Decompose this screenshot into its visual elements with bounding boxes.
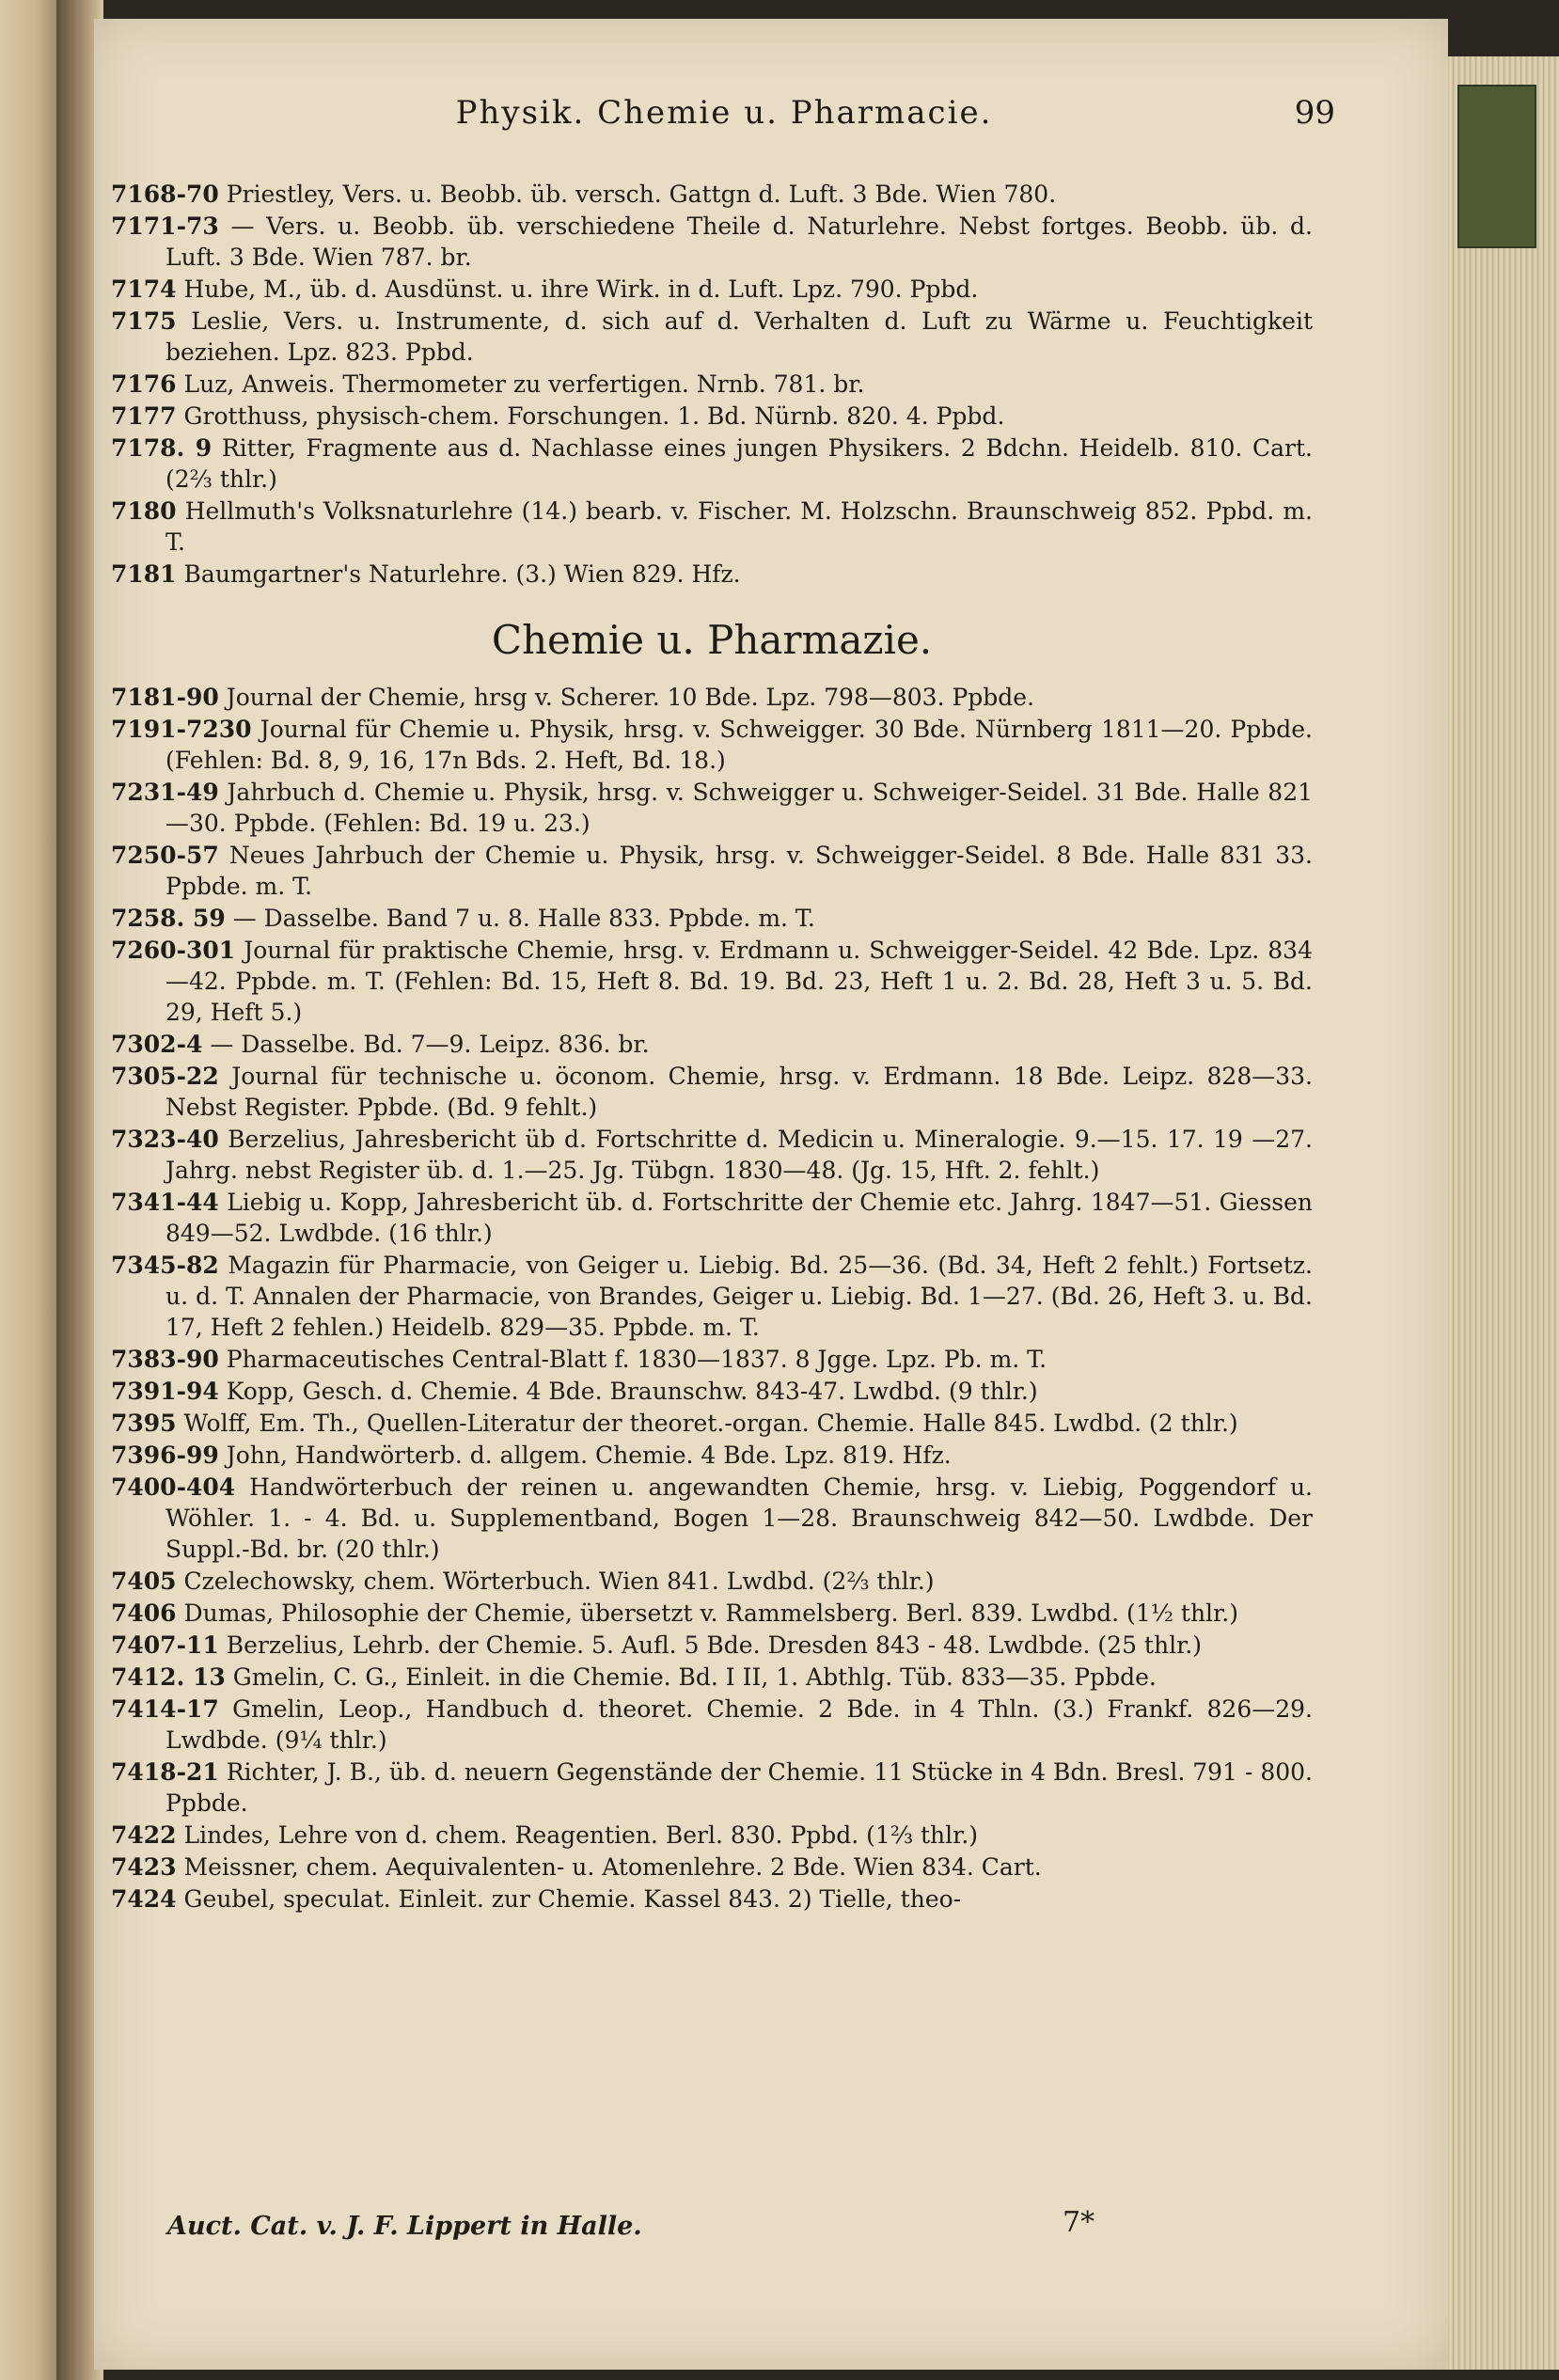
entry-description: Lindes, Lehre von d. chem. Reagentien. Berl. 830. Ppbd. (1⅔ thlr.) <box>183 1821 979 1849</box>
entry-description: Journal für technische u. öconom. Chemie, hrsg. v. Erdmann. 18 Bde. Leipz. 828—33. Nebst Register. Ppbde. (Bd. 9 fehlt.) <box>165 1063 1313 1121</box>
entry-description: Berzelius, Jahresbericht üb d. Fortschritte d. Medicin u. Mineralogie. 9.—15. 17. 19 —27. Jahrg. nebst Register üb. d. 1.—25. Jg. Tübgn. 1830—48. (Jg. 15, Hft. 2. fehlt.) <box>165 1126 1314 1184</box>
chemie-entry-list <box>111 682 1313 1915</box>
entry-number: 7174 <box>111 276 177 303</box>
entry-number: 7302-4 <box>111 1031 203 1058</box>
entry-number: 7383-90 <box>111 1346 219 1373</box>
catalog-entry <box>111 496 1313 558</box>
entry-description: Czelechowsky, chem. Wörterbuch. Wien 841. Lwdbd. (2⅔ thlr.) <box>183 1568 935 1595</box>
entry-number: 7250-57 <box>111 842 219 869</box>
entry-number: 7323-40 <box>111 1126 219 1153</box>
entry-description: Leslie, Vers. u. Instrumente, d. sich auf d. Verhalten d. Luft zu Wärme u. Feuchtigkeit beziehen. Lpz. 823. Ppbd. <box>165 307 1313 366</box>
catalog-entry <box>111 369 1313 400</box>
entry-description: Ritter, Fragmente aus d. Nachlasse eines jungen Physikers. 2 Bdchn. Heidelb. 810. Cart. (2⅔ thlr.) <box>165 434 1313 493</box>
entry-description: Grotthuss, physisch-chem. Forschungen. 1. Bd. Nürnb. 820. 4. Ppbd. <box>183 402 1005 430</box>
entry-description: — Dasselbe. Bd. 7—9. Leipz. 836. br. <box>210 1031 650 1058</box>
entry-description: Berzelius, Lehrb. der Chemie. 5. Aufl. 5 Bde. Dresden 843 - 48. Lwdbde. (25 thlr.) <box>226 1631 1202 1659</box>
entry-number: 7407-11 <box>111 1631 219 1659</box>
entry-number: 7422 <box>111 1821 177 1849</box>
entry-description: Geubel, speculat. Einleit. zur Chemie. Kassel 843. 2) Tielle, theo- <box>183 1885 962 1913</box>
catalog-entry <box>111 1598 1313 1629</box>
entry-number: 7176 <box>111 370 177 398</box>
catalog-entry <box>111 1694 1313 1756</box>
catalog-entry <box>111 1630 1313 1661</box>
entry-number: 7391-94 <box>111 1378 219 1405</box>
catalog-entry <box>111 1187 1313 1249</box>
entry-number: 7423 <box>111 1853 177 1881</box>
entry-number: 7231-49 <box>111 779 219 806</box>
entry-description: Jahrbuch d. Chemie u. Physik, hrsg. v. Schweigger u. Schweiger-Seidel. 31 Bde. Halle 821—30. Ppbde. (Fehlen: Bd. 19 u. 23.) <box>165 779 1314 837</box>
catalog-entry <box>111 179 1313 210</box>
catalog-entry <box>111 1376 1313 1407</box>
footer-imprint: Auct. Cat. v. J. F. Lippert in Halle. <box>167 2212 642 2241</box>
catalog-entry <box>111 1061 1313 1123</box>
entry-number: 7168-70 <box>111 181 219 208</box>
entry-description: Journal für praktische Chemie, hrsg. v. Erdmann u. Schweigger-Seidel. 42 Bde. Lpz. 834—42. Ppbde. m. T. (Fehlen: Bd. 15, Heft 8. Bd. 19. Bd. 23, Heft 1 u. 2. Bd. 28, Heft 3 u. 5. Bd. 29, Heft 5.) <box>165 937 1313 1026</box>
page-header <box>113 94 1335 150</box>
entry-description: Priestley, Vers. u. Beobb. üb. versch. Gattgn d. Luft. 3 Bde. Wien 780. <box>226 181 1057 208</box>
entry-number: 7177 <box>111 402 177 430</box>
entry-description: — Vers. u. Beobb. üb. verschiedene Theile d. Naturlehre. Nebst fortges. Beobb. üb. d. Luft. 3 Bde. Wien 787. br. <box>165 213 1313 271</box>
catalog-entry <box>111 682 1313 713</box>
entry-number: 7305-22 <box>111 1063 219 1090</box>
catalog-entry <box>111 1820 1313 1851</box>
catalog-entry <box>111 1408 1313 1439</box>
catalog-entry <box>111 777 1313 839</box>
catalog-entry <box>111 840 1313 902</box>
entry-number: 7260-301 <box>111 937 236 964</box>
catalog-entry <box>111 1566 1313 1597</box>
entry-number: 7191-7230 <box>111 716 252 743</box>
entry-description: Hube, M., üb. d. Ausdünst. u. ihre Wirk. in d. Luft. Lpz. 790. Ppbd. <box>183 276 979 303</box>
entry-number: 7405 <box>111 1568 177 1595</box>
entry-description: Luz, Anweis. Thermometer zu verfertigen. Nrnb. 781. br. <box>183 370 865 398</box>
catalog-entry <box>111 714 1313 776</box>
entry-description: — Dasselbe. Band 7 u. 8. Halle 833. Ppbde. m. T. <box>232 905 815 932</box>
catalog-entry <box>111 1124 1313 1186</box>
entry-description: John, Handwörterb. d. allgem. Chemie. 4 Bde. Lpz. 819. Hfz. <box>226 1442 952 1469</box>
entry-description: Magazin für Pharmacie, von Geiger u. Liebig. Bd. 25—36. (Bd. 34, Heft 2 fehlt.) Fortsetz. u. d. T. Annalen der Pharmacie, von Brandes, Geiger u. Liebig. Bd. 1—27. (Bd. 26, Heft 3. u. Bd. 17, Heft 2 fehlen.) Heidelb. 829—35. Ppbde. m. T. <box>165 1252 1313 1341</box>
catalog-entry <box>111 306 1313 368</box>
catalog-entry <box>111 1662 1313 1693</box>
entry-number: 7406 <box>111 1600 177 1627</box>
entry-number: 7175 <box>111 307 177 335</box>
entry-description: Journal der Chemie, hrsg v. Scherer. 10 Bde. Lpz. 798—803. Ppbde. <box>226 684 1035 711</box>
catalog-entry <box>111 274 1313 305</box>
catalog-entry <box>111 559 1313 590</box>
entry-number: 7178. 9 <box>111 434 213 462</box>
catalog-entry <box>111 1344 1313 1375</box>
physik-entry-list <box>111 179 1313 590</box>
entry-description: Gmelin, C. G., Einleit. in die Chemie. Bd. I II, 1. Abthlg. Tüb. 833—35. Ppbde. <box>232 1663 1157 1691</box>
entry-number: 7400-404 <box>111 1474 236 1501</box>
catalog-entry <box>111 1472 1313 1565</box>
catalog-entry <box>111 1250 1313 1343</box>
entry-number: 7414-17 <box>111 1695 219 1723</box>
entry-description: Dumas, Philosophie der Chemie, übersetzt v. Rammelsberg. Berl. 839. Lwdbd. (1½ thlr.) <box>183 1600 1238 1627</box>
signature-mark: 7* <box>1063 2206 1095 2239</box>
catalog-text <box>111 179 1313 1915</box>
catalog-entry <box>111 401 1313 432</box>
entry-number: 7181 <box>111 560 177 588</box>
catalog-entry <box>111 1440 1313 1471</box>
catalog-entry <box>111 433 1313 495</box>
catalog-entry <box>111 1884 1313 1915</box>
entry-number: 7341-44 <box>111 1189 219 1216</box>
entry-description: Gmelin, Leop., Handbuch d. theoret. Chemie. 2 Bde. in 4 Thln. (3.) Frankf. 826—29. Lwdbde. (9¼ thlr.) <box>165 1695 1313 1754</box>
entry-description: Kopp, Gesch. d. Chemie. 4 Bde. Braunschw. 843-47. Lwdbd. (9 thlr.) <box>226 1378 1038 1405</box>
entry-number: 7345-82 <box>111 1252 219 1279</box>
entry-description: Richter, J. B., üb. d. neuern Gegenstände der Chemie. 11 Stücke in 4 Bdn. Bresl. 791 - 800. Ppbde. <box>165 1758 1314 1817</box>
entry-number: 7181-90 <box>111 684 219 711</box>
page-footer <box>111 2206 1313 2253</box>
entry-number: 7412. 13 <box>111 1663 226 1691</box>
entry-number: 7180 <box>111 497 177 525</box>
entry-number: 7396-99 <box>111 1442 219 1469</box>
entry-number: 7418-21 <box>111 1758 219 1786</box>
entry-number: 7258. 59 <box>111 905 226 932</box>
entry-description: Handwörterbuch der reinen u. angewandten Chemie, hrsg. v. Liebig, Poggendorf u. Wöhler. 1. - 4. Bd. u. Supplementband, Bogen 1—28. Braunschweig 842—50. Lwdbde. Der Suppl.-Bd. br. (20 thlr.) <box>165 1474 1313 1563</box>
bookmark-tab <box>1457 85 1536 248</box>
catalog-entry <box>111 1029 1313 1060</box>
entry-description: Baumgartner's Naturlehre. (3.) Wien 829. Hfz. <box>183 560 741 588</box>
entry-description: Wolff, Em. Th., Quellen-Literatur der theoret.-organ. Chemie. Halle 845. Lwdbd. (2 thlr.) <box>183 1410 1238 1437</box>
entry-description: Hellmuth's Volksnaturlehre (14.) bearb. v. Fischer. M. Holzschn. Braunschweig 852. Ppbd. m. T. <box>165 497 1313 556</box>
page-number: 99 <box>1294 94 1335 132</box>
entry-number: 7395 <box>111 1410 177 1437</box>
entry-description: Liebig u. Kopp, Jahresbericht üb. d. Fortschritte der Chemie etc. Jahrg. 1847—51. Giessen 849—52. Lwdbde. (16 thlr.) <box>165 1189 1313 1247</box>
entry-number: 7171-73 <box>111 213 219 240</box>
catalog-entry <box>111 1852 1313 1883</box>
entry-description: Meissner, chem. Aequivalenten- u. Atomenlehre. 2 Bde. Wien 834. Cart. <box>183 1853 1042 1881</box>
entry-description: Pharmaceutisches Central-Blatt f. 1830—1837. 8 Jgge. Lpz. Pb. m. T. <box>226 1346 1047 1373</box>
section-heading: Chemie u. Pharmazie. <box>491 617 933 663</box>
running-title: Physik. Chemie u. Pharmacie. <box>455 94 993 132</box>
entry-description: Neues Jahrbuch der Chemie u. Physik, hrsg. v. Schweigger-Seidel. 8 Bde. Halle 831 33. Ppbde. m. T. <box>165 842 1313 900</box>
catalog-entry <box>111 935 1313 1028</box>
catalog-entry <box>111 903 1313 934</box>
page-fore-edge <box>1448 56 1559 2370</box>
catalog-entry <box>111 211 1313 273</box>
entry-description: Journal für Chemie u. Physik, hrsg. v. Schweigger. 30 Bde. Nürnberg 1811—20. Ppbde. (Fehlen: Bd. 8, 9, 16, 17n Bds. 2. Heft, Bd. 18.) <box>165 716 1313 774</box>
entry-number: 7424 <box>111 1885 177 1913</box>
catalog-entry <box>111 1757 1313 1819</box>
